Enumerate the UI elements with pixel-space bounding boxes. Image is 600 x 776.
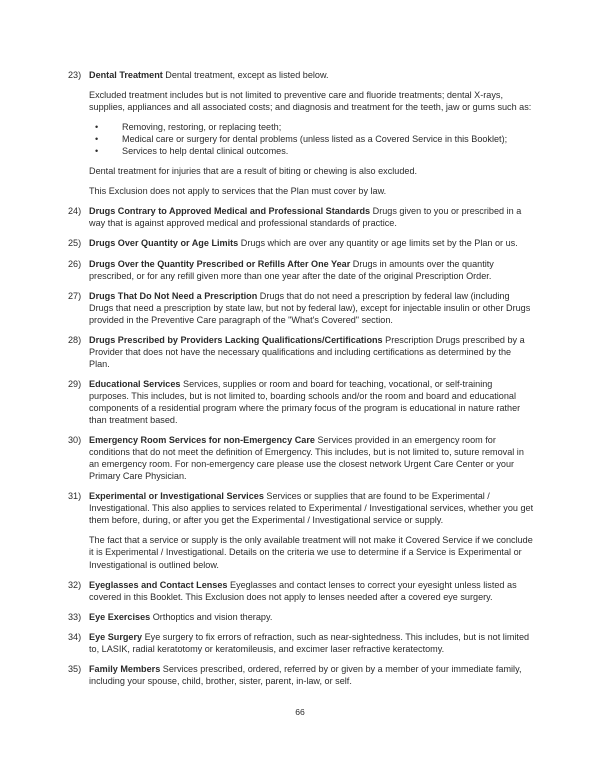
entry-term: Family Members <box>89 663 161 674</box>
entry-text: Drugs that do not need a prescription by federal law (including Drugs that need a prescription by state law, but not by federal law), except for injectable insulin or other Drugs provided in the Preventive Care paragraph of the "What's Covered" section. <box>89 290 531 325</box>
dental-bullet-list <box>68 121 534 157</box>
entry-number: 32) <box>68 579 82 590</box>
entry-term: Eyeglasses and Contact Lenses <box>89 579 228 590</box>
entry-term: Dental Treatment <box>89 70 163 80</box>
entry-term: Eye Exercises <box>89 611 151 622</box>
entry-text: Services, supplies or room and board for teaching, vocational, or self-training purposes. This includes, but is not limited to, boarding schools and/or the room and board and educational components of a residential program where the primary focus of the program is educational in nature rather than treatment based. <box>89 378 521 426</box>
entry-term: Drugs Contrary to Approved Medical and Professional Standards <box>89 206 371 217</box>
bullet-icon: • <box>95 134 99 145</box>
dental-biting-chewing-paragraph: Dental treatment for injuries that are a result of biting or chewing is also excluded. <box>89 166 418 177</box>
exclusion-entry-34 <box>68 631 534 655</box>
entry-text: Prescription Drugs prescribed by a Provider that does not have the necessary qualifications and including certifications as determined by the Plan. <box>89 334 525 369</box>
entry-term: Drugs Over Quantity or Age Limits <box>89 238 239 249</box>
exclusion-entry-29 <box>68 378 534 426</box>
bullet-icon: • <box>95 122 99 133</box>
entry-term: Eye Surgery <box>89 631 143 642</box>
entry-body <box>89 206 521 228</box>
entry-number: 34) <box>68 631 82 642</box>
exclusion-entry-32 <box>68 579 534 603</box>
list-item <box>89 121 534 133</box>
entry-number: 33) <box>68 611 82 622</box>
entry-body <box>89 612 272 622</box>
exclusion-entry-31 <box>68 490 534 570</box>
list-item <box>89 133 534 145</box>
list-item-label: Services to help dental clinical outcomes. <box>122 146 289 157</box>
entry-number: 30) <box>68 435 82 446</box>
dental-intro-paragraph: Excluded treatment includes but is not limited to preventive care and fluoride treatments; dental X-rays, supplies, appliances and all associated costs; and diagnosis and treatment for the teeth, jaw or gums such as: <box>89 90 532 113</box>
entry-body <box>89 580 517 602</box>
entry-text: Services prescribed, ordered, referred by or given by a member of your immediate family, including your spouse, child, brother, sister, parent, in-law, or self. <box>89 663 522 686</box>
list-item-label: Medical care or surgery for dental problems (unless listed as a Covered Service in this Booklet); <box>122 134 508 145</box>
exclusion-entry-24 <box>68 205 534 229</box>
entry-number: 31) <box>68 491 82 502</box>
entry-text: Drugs which are over any quantity or age limits set by the Plan or us. <box>238 238 518 249</box>
exclusion-entry-25 <box>68 237 534 249</box>
entry-term: Emergency Room Services for non-Emergency Care <box>89 435 315 446</box>
exclusions-list <box>68 69 534 687</box>
entry-number: 29) <box>68 378 82 389</box>
entry-body <box>89 259 494 281</box>
entry-continuation-paragraph: The fact that a service or supply is the only available treatment will not make it Covered Service if we conclude it is Experimental / Investigational. Details on the criteria we use to determine if a Service is Experimental or Investigational is outlined below. <box>89 535 533 570</box>
bullet-icon: • <box>95 146 99 157</box>
exclusion-entry-35 <box>68 663 534 687</box>
exclusion-entry-28 <box>68 334 534 370</box>
entry-term: Drugs Over the Quantity Prescribed or Refills After One Year <box>89 258 351 269</box>
page-number-footer: 66 <box>295 707 305 717</box>
entry-number: 35) <box>68 663 82 674</box>
entry-body <box>89 491 533 525</box>
entry-body <box>89 291 530 325</box>
entry-text: Drugs given to you or prescribed in a way that is against approved medical and professional standards of practice. <box>89 206 522 229</box>
entry-body <box>89 435 524 481</box>
entry-body <box>89 664 521 686</box>
entry-number: 23) <box>68 70 82 80</box>
entry-number: 24) <box>68 206 82 217</box>
entry-body <box>89 335 525 369</box>
entry-body <box>89 70 329 80</box>
entry-number: 26) <box>68 258 82 269</box>
entry-text: Services or supplies that are found to be Experimental / Investigational. This also applies to services related to Experimental / Investigational services, whether you get them before, during, or after you get the Experimental / Investigational service or supply. <box>89 491 534 526</box>
entry-text: Dental treatment, except as listed below. <box>162 70 329 80</box>
entry-number: 27) <box>68 290 82 301</box>
entry-text: Orthoptics and vision therapy. <box>150 611 273 622</box>
exclusion-entry-33 <box>68 611 534 623</box>
dental-law-exception-paragraph: This Exclusion does not apply to services that the Plan must cover by law. <box>89 186 387 197</box>
entry-body <box>89 632 529 654</box>
entry-body <box>89 238 518 248</box>
entry-text: Drugs in amounts over the quantity prescribed, or for any refill given more than one year after the date of the original Prescription Order. <box>89 258 494 281</box>
exclusion-entry-27 <box>68 290 534 326</box>
entry-term: Experimental or Investigational Services <box>89 491 264 502</box>
list-item-label: Removing, restoring, or replacing teeth; <box>122 122 282 133</box>
entry-text: Eye surgery to fix errors of refraction, such as near-sightedness. This includes, but is not limited to, LASIK, radial keratotomy or keratomileusis, and excimer laser refractive keratectomy. <box>89 631 530 654</box>
exclusion-entry-26 <box>68 258 534 282</box>
entry-number: 28) <box>68 334 82 345</box>
exclusion-entry-30 <box>68 434 534 482</box>
entry-term: Educational Services <box>89 378 181 389</box>
entry-term: Drugs That Do Not Need a Prescription <box>89 290 258 301</box>
exclusion-entry-23 <box>68 69 534 81</box>
entry-number: 25) <box>68 238 82 249</box>
entry-text: Eyeglasses and contact lenses to correct your eyesight unless listed as covered in this Booklet. This Exclusion does not apply to lenses needed after a covered eye surgery. <box>89 579 517 602</box>
list-item <box>89 145 534 157</box>
entry-term: Drugs Prescribed by Providers Lacking Qualifications/Certifications <box>89 334 383 345</box>
entry-text: Services provided in an emergency room for conditions that do not meet the definition of Emergency. This includes, but is not limited to, suture removal in an emergency room. For non-emergency care please use the closest network Urgent Care Center or your Primary Care Physician. <box>89 435 524 482</box>
entry-body <box>89 379 520 425</box>
